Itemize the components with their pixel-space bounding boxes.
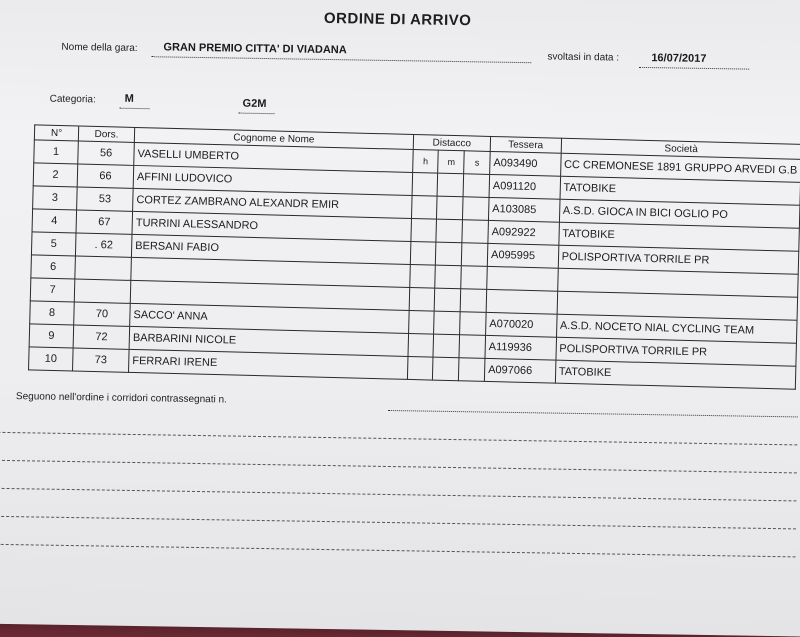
cell-dors: 70 <box>74 302 131 326</box>
cell-tessera: A119936 <box>485 335 556 360</box>
date-underline <box>639 67 749 70</box>
category-code-underline <box>238 113 274 115</box>
cell-tessera: A095995 <box>487 243 558 268</box>
race-name-label: Nome della gara: <box>61 41 138 55</box>
cell-distacco-s <box>460 289 486 313</box>
cell-dors: . 62 <box>75 233 132 257</box>
blank-line-2 <box>0 460 797 474</box>
cell-distacco-h <box>408 333 434 357</box>
category-label: Categoria: <box>49 93 96 106</box>
cell-distacco-s <box>462 243 488 267</box>
cell-distacco-m <box>433 357 459 381</box>
cell-distacco-h <box>410 241 436 265</box>
cell-name: BERSANI FABIO <box>131 234 410 264</box>
cell-distacco-h <box>412 172 438 196</box>
cell-name: SACCO' ANNA <box>130 303 409 333</box>
cell-tessera: A093490 <box>490 151 561 176</box>
cell-name: CORTEZ ZAMBRANO ALEXANDR EMIR <box>133 188 412 218</box>
cell-distacco-h <box>411 218 437 242</box>
cell-distacco-s <box>463 174 489 198</box>
cell-position: 8 <box>30 301 75 325</box>
cell-position: 10 <box>29 347 74 371</box>
cell-distacco-h <box>409 287 435 311</box>
date-value: 16/07/2017 <box>651 52 707 65</box>
distacco-sub-header: m <box>447 156 456 168</box>
cell-distacco-h <box>410 264 436 288</box>
cell-position: 5 <box>31 232 76 256</box>
header-n: N° <box>34 125 78 141</box>
cell-dors: 67 <box>76 210 133 234</box>
cell-distacco-m <box>434 311 460 335</box>
blank-line-4 <box>0 516 796 530</box>
cell-distacco-h <box>411 195 437 219</box>
category-code: G2M <box>242 97 267 111</box>
cell-societa: POLISPORTIVA TORRILE PR <box>558 245 799 274</box>
header-tessera: Tessera <box>490 136 561 153</box>
cell-name: BARBARINI NICOLE <box>129 326 408 356</box>
cell-distacco-m <box>436 219 462 243</box>
cell-societa: CC CREMONESE 1891 GRUPPO ARVEDI G.B <box>560 153 800 182</box>
cell-position: 7 <box>30 278 75 302</box>
cell-distacco-m <box>435 288 461 312</box>
cell-distacco-s <box>464 151 490 175</box>
cell-tessera: A097066 <box>484 358 555 383</box>
cell-distacco-s <box>460 312 486 336</box>
seguono-underline <box>388 410 798 417</box>
cell-position: 9 <box>29 324 74 348</box>
header-dors: Dors. <box>78 126 134 142</box>
cell-dors: 72 <box>73 325 130 349</box>
cell-distacco-m <box>433 334 459 358</box>
cell-societa: TATOBIKE <box>560 176 800 205</box>
cell-tessera: A103085 <box>488 197 559 222</box>
cell-distacco-m <box>435 265 461 289</box>
cell-tessera: A091120 <box>489 174 560 199</box>
cell-societa: A.S.D. GIOCA IN BICI OGLIO PO <box>559 199 800 228</box>
cell-position: 3 <box>33 186 78 210</box>
cell-name: FERRARI IRENE <box>129 349 408 379</box>
header-distacco: Distacco <box>413 134 491 151</box>
cell-distacco-m <box>436 242 462 266</box>
category-underline <box>119 108 149 109</box>
cell-position: 4 <box>32 209 77 233</box>
distacco-sub-header: s <box>474 157 480 168</box>
header-societa: Società <box>561 138 800 159</box>
cell-societa: POLISPORTIVA TORRILE PR <box>556 337 797 366</box>
cell-dors: 66 <box>77 164 134 188</box>
seguono-text: Seguono nell'ordine i corridori contrassegnati n. <box>15 391 227 406</box>
cell-distacco-m <box>438 150 464 174</box>
category-value: M <box>124 92 134 105</box>
cell-tessera: A070020 <box>486 312 557 337</box>
cell-distacco-s <box>461 266 487 290</box>
document-title: ORDINE DI ARRIVO <box>323 9 472 30</box>
cell-tessera: A092922 <box>488 220 559 245</box>
cell-distacco-s <box>462 220 488 244</box>
header-name: Cognome e Nome <box>134 127 413 149</box>
blank-line-1 <box>0 432 797 446</box>
cell-distacco-h <box>412 149 438 173</box>
date-label: svoltasi in data : <box>547 51 620 64</box>
cell-distacco-s <box>459 335 485 359</box>
cell-name: VASELLI UMBERTO <box>134 142 413 172</box>
cell-societa: TATOBIKE <box>558 222 799 251</box>
cell-distacco-m <box>437 196 463 220</box>
cell-tessera <box>486 289 557 314</box>
cell-position: 2 <box>33 163 78 187</box>
cell-name: TURRINI ALESSANDRO <box>132 211 411 241</box>
cell-dors: 56 <box>78 141 135 165</box>
cell-position: 1 <box>34 140 79 164</box>
cell-name: AFFINI LUDOVICO <box>133 165 412 195</box>
cell-distacco-m <box>438 173 464 197</box>
blank-line-5 <box>0 544 796 558</box>
cell-societa: A.S.D. NOCETO NIAL CYCLING TEAM <box>556 314 797 343</box>
cell-distacco-s <box>463 197 489 221</box>
cell-dors <box>75 256 132 280</box>
cell-distacco-s <box>459 358 485 382</box>
cell-position: 6 <box>31 255 76 279</box>
cell-dors: 53 <box>77 187 134 211</box>
race-name-value: GRAN PREMIO CITTA' DI VIADANA <box>163 41 347 57</box>
blank-line-3 <box>0 488 796 502</box>
cell-dors <box>74 279 131 303</box>
results-table <box>28 124 800 389</box>
cell-societa: TATOBIKE <box>555 360 796 389</box>
cell-distacco-h <box>408 310 434 334</box>
cell-distacco-h <box>407 356 433 380</box>
distacco-sub-header: h <box>422 156 429 167</box>
race-name-underline <box>151 56 531 63</box>
cell-dors: 73 <box>73 348 130 372</box>
cell-tessera <box>487 266 558 291</box>
